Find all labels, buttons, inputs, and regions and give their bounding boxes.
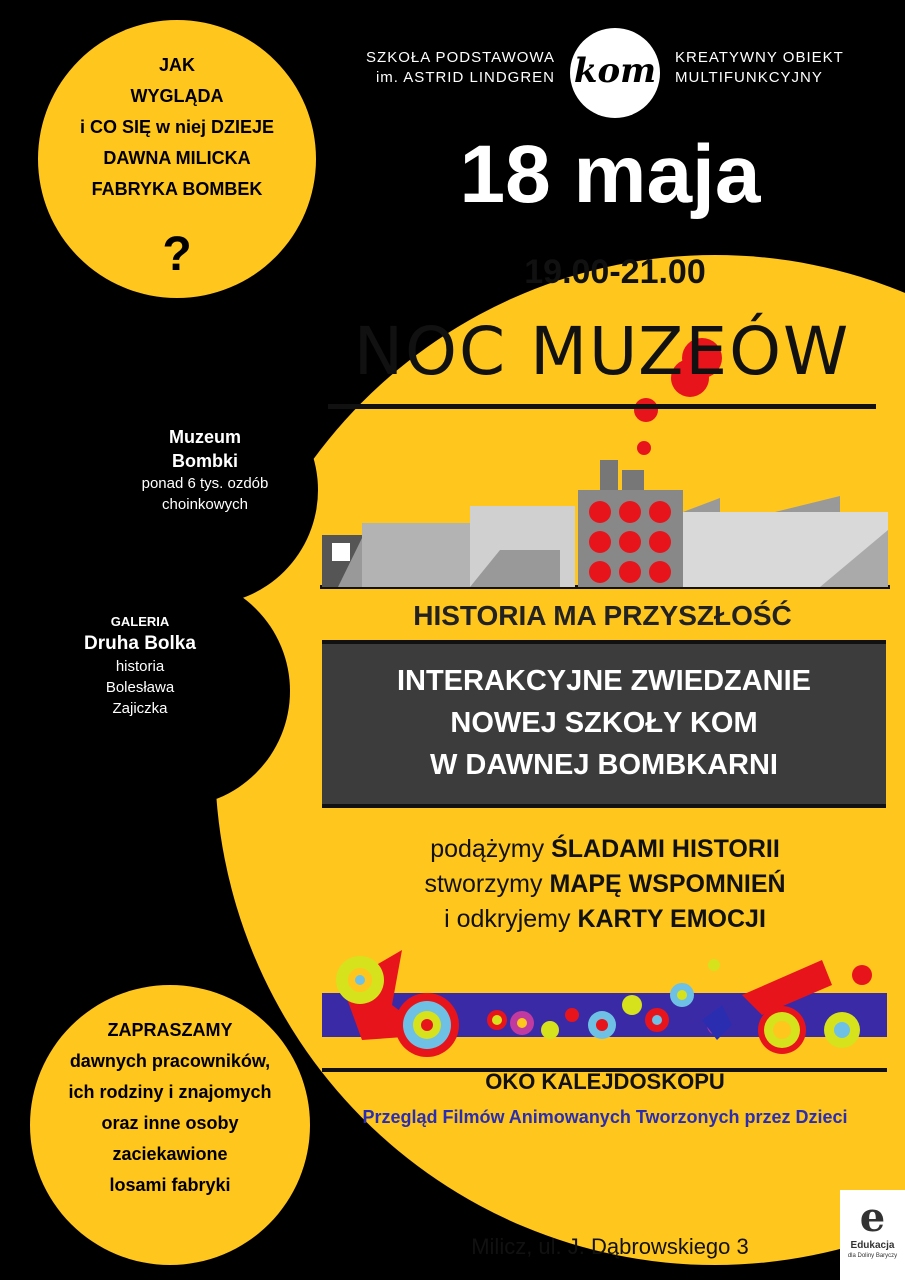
invite-line: zaciekawione [112, 1144, 228, 1164]
school-name-line1: SZKOŁA PODSTAWOWA [366, 49, 555, 66]
question-line: JAK [158, 55, 195, 75]
question-line: WYGLĄDA [130, 86, 224, 106]
invite-line: ich rodziny i znajomych [68, 1082, 272, 1102]
factory-roof [683, 498, 720, 512]
activity-verb: stworzymy [424, 870, 550, 898]
activity-line [320, 867, 890, 902]
question-line: FABRYKA BOMBEK [91, 179, 263, 199]
factory-window [332, 543, 350, 561]
school-name [330, 48, 555, 88]
activity-highlight: KARTY EMOCJI [577, 905, 766, 933]
kom-name [675, 48, 875, 88]
edukacja-logo-line2: dla Doliny Baryczy [847, 1253, 898, 1259]
factory-illustration [320, 420, 890, 590]
kaleidoscope-illustration [322, 945, 887, 1065]
event-date: 18 maja [459, 129, 761, 220]
museum-title: Bombki [171, 451, 238, 471]
tour-panel-text [322, 660, 886, 786]
factory-roof [775, 496, 840, 512]
history-title: HISTORIA MA PRZYSZŁOŚĆ [413, 600, 792, 631]
gallery-desc: historia [115, 658, 165, 675]
activity-verb: i odkryjemy [444, 905, 578, 933]
question-text [38, 50, 316, 205]
activity-highlight: MAPĘ WSPOMNIEŃ [549, 870, 786, 898]
kom-name-line2: MULTIFUNKCYJNY [675, 69, 823, 86]
film-review-text: Przegląd Filmów Animowanych Tworzonych przez Dzieci [362, 1107, 848, 1127]
chimney [600, 460, 618, 490]
question-mark: ? [162, 228, 192, 281]
event-time: 19.00-21.00 [524, 253, 706, 291]
event-address: Milicz, ul. J. Dąbrowskiego 3 [471, 1234, 749, 1259]
title-underline [328, 404, 876, 409]
chimney [622, 470, 644, 490]
factory-building [362, 523, 470, 587]
edukacja-logo-mark: e [859, 1194, 886, 1241]
gallery-desc: Zajiczka [112, 700, 168, 717]
gallery-title: Druha Bolka [84, 633, 196, 654]
gallery-desc: Bolesława [105, 679, 175, 696]
invite-text [35, 1015, 305, 1201]
event-title: NOC MUZEÓW [353, 313, 851, 390]
tour-line: W DAWNEJ BOMBKARNI [430, 749, 778, 781]
museum-desc: ponad 6 tys. ozdób [141, 475, 269, 492]
question-line: DAWNA MILICKA [103, 148, 251, 168]
tower-bauble-grid [589, 501, 671, 583]
invite-line: dawnych pracowników, [69, 1051, 271, 1071]
museum-desc: choinkowych [162, 496, 248, 513]
question-line: i CO SIĘ w niej DZIEJE [79, 117, 275, 137]
activity-line [320, 902, 890, 937]
invite-line: ZAPRASZAMY [107, 1020, 233, 1040]
kom-logo: kom [570, 28, 660, 118]
activities-list [320, 832, 890, 937]
invite-line: oraz inne osoby [101, 1113, 239, 1133]
museum-text [95, 425, 315, 515]
edukacja-logo [840, 1190, 905, 1280]
school-name-line2: im. ASTRID LINDGREN [375, 69, 555, 86]
museum-title: Muzeum [169, 427, 241, 447]
activity-line [320, 832, 890, 867]
activity-verb: podążymy [430, 835, 552, 863]
tour-line: INTERAKCYJNE ZWIEDZANIE [396, 665, 812, 697]
tour-line: NOWEJ SZKOŁY KOM [450, 707, 758, 739]
kom-name-line1: KREATYWNY OBIEKT [675, 49, 844, 66]
gallery-text [40, 612, 240, 719]
activity-highlight: ŚLADAMI HISTORII [551, 835, 780, 863]
gallery-label: GALERIA [110, 614, 170, 629]
invite-line: losami fabryki [109, 1175, 231, 1195]
kaleidoscope-title: OKO KALEJDOSKOPU [485, 1069, 725, 1094]
edukacja-logo-line1: Edukacja [850, 1240, 895, 1251]
smoke-dot [634, 398, 658, 422]
